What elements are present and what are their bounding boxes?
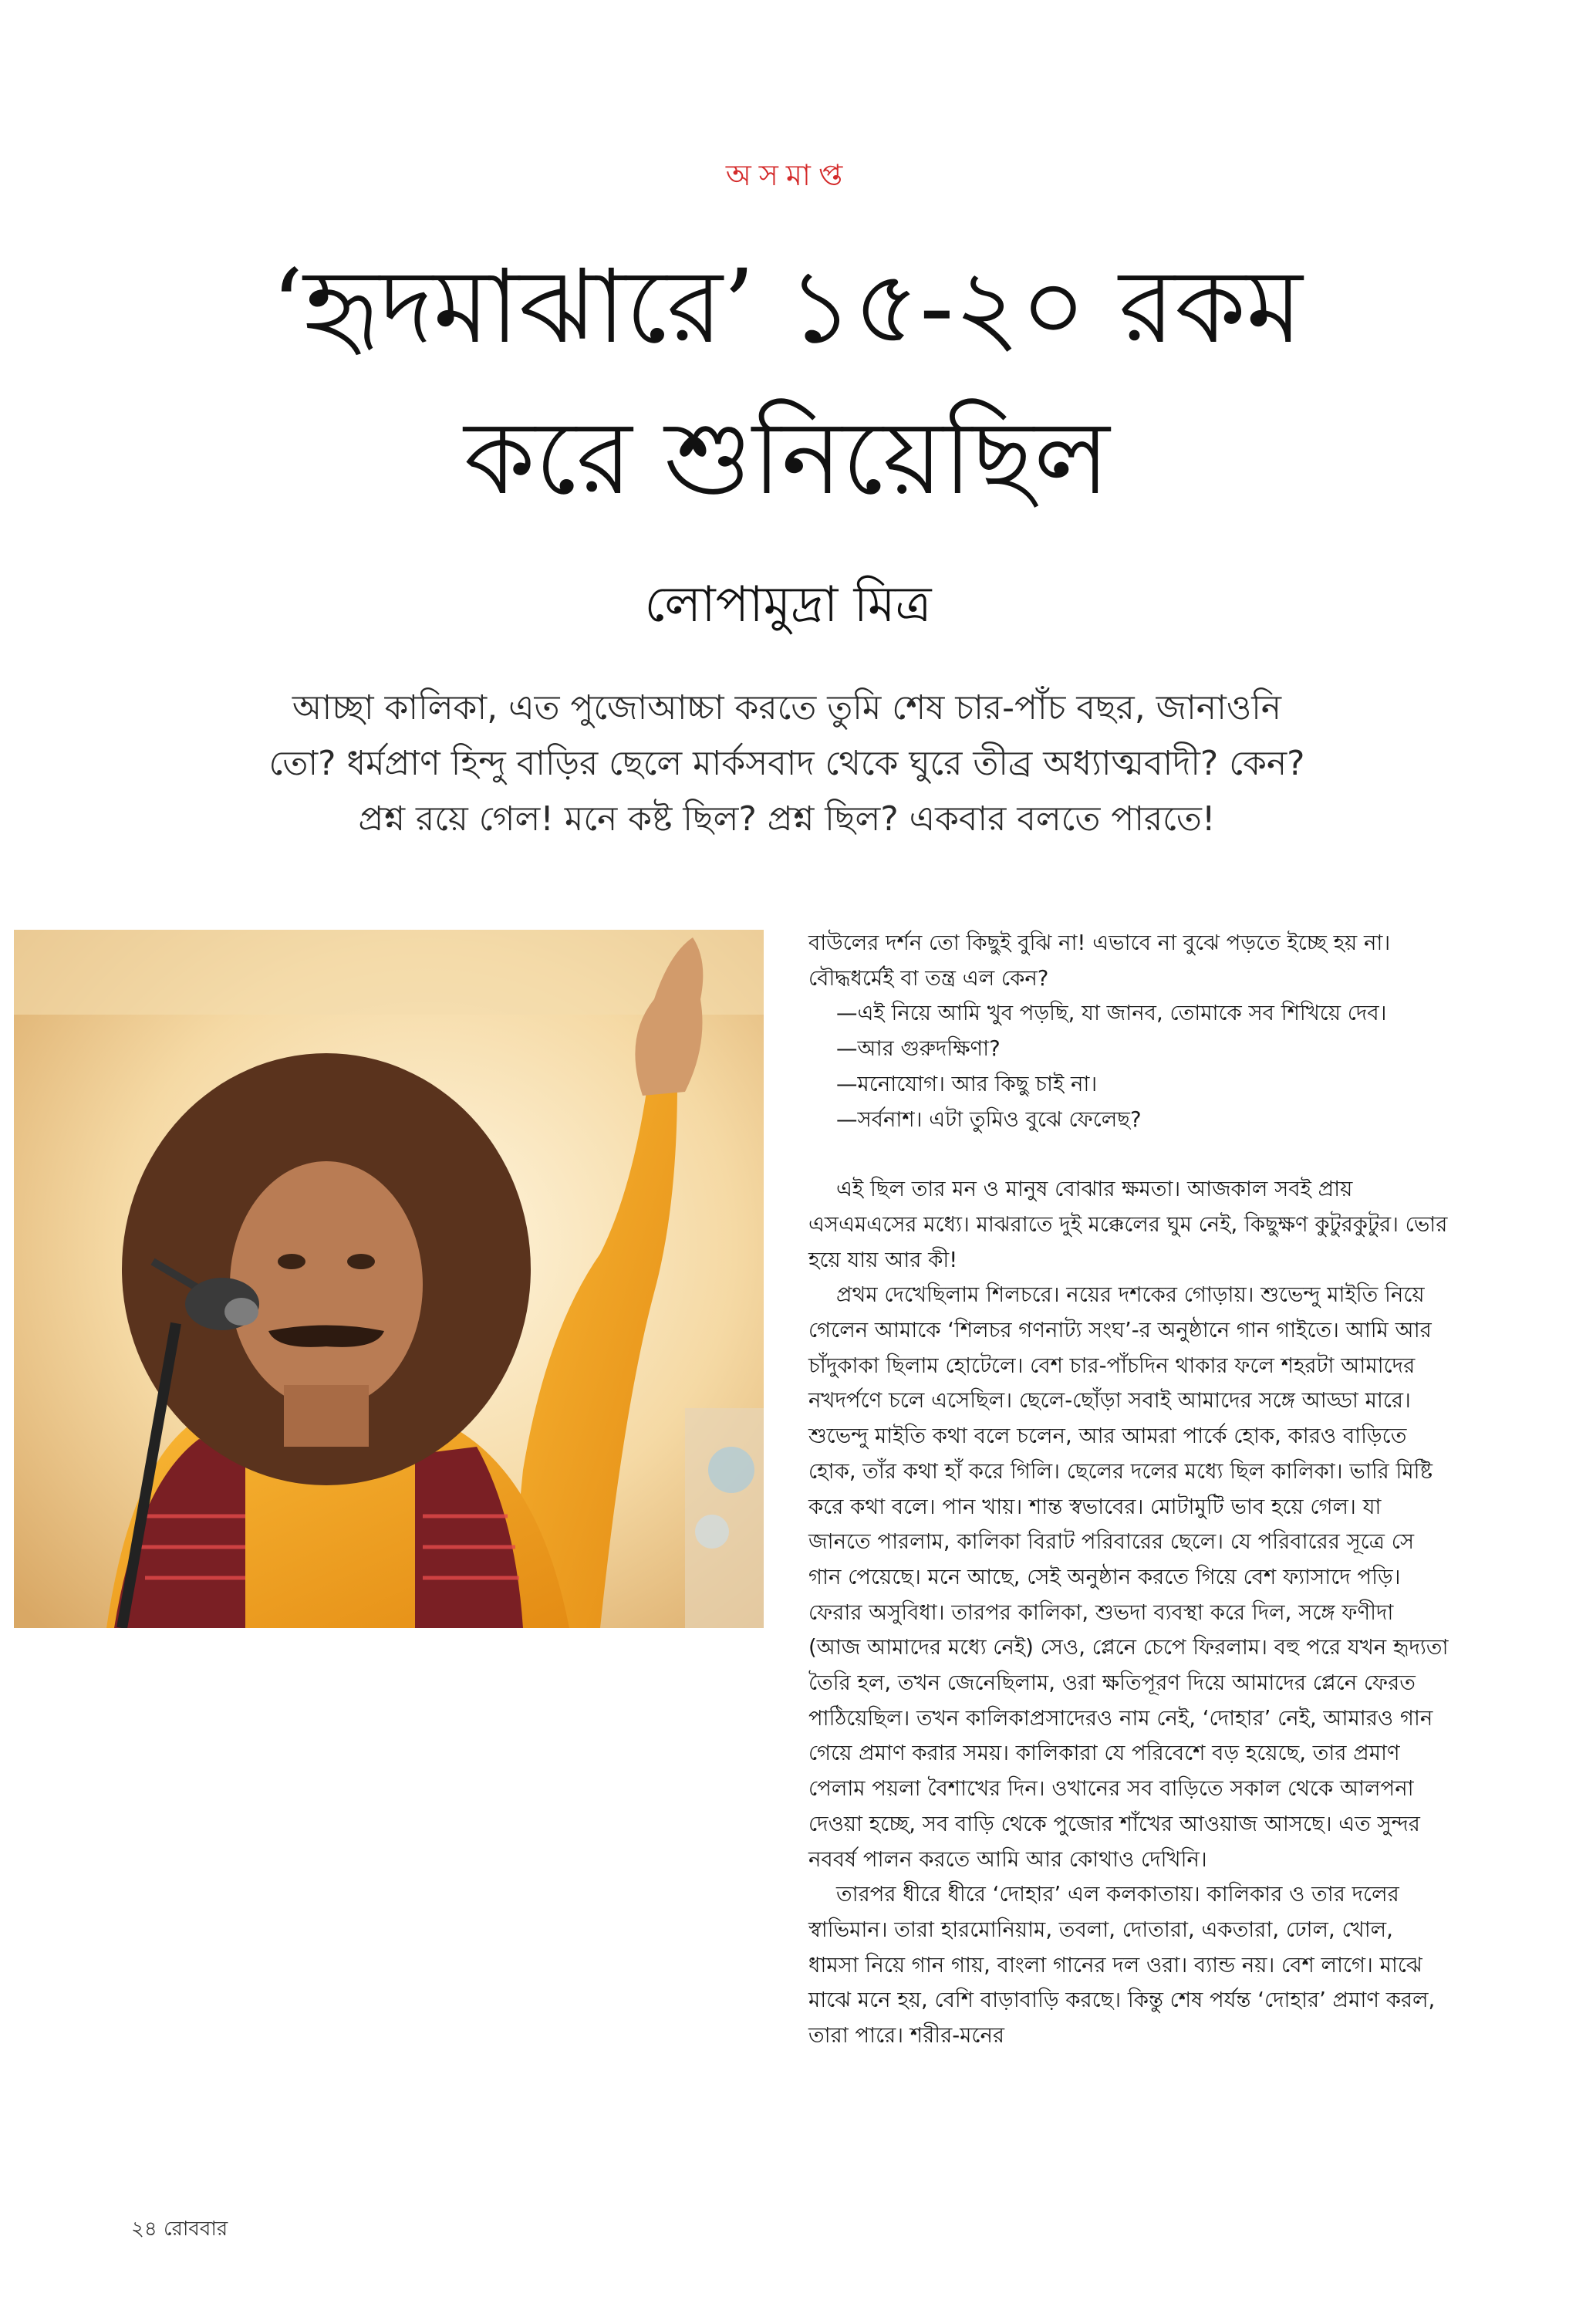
article-headline	[93, 231, 1481, 534]
headline-line-2: করে শুনিয়েছিল	[464, 399, 1110, 518]
singer-photo	[14, 930, 764, 1628]
paragraph-spacer	[808, 1137, 1449, 1172]
body-paragraph: এই ছিল তার মন ও মানুষ বোঝার ক্ষমতা। আজকাল সবই প্রায় এসএমএসের মধ্যে। মাঝরাতে দুই মক্কেলের ঘুম নেই, কিছুক্ষণ কুটুরকুটুর। ভোর হয়ে যায় আর কী!	[808, 1177, 1448, 1272]
article-body	[808, 926, 1449, 2054]
body-paragraph: বাউলের দর্শন তো কিছুই বুঝি না! এভাবে না বুঝে পড়তে ইচ্ছে হয় না। বৌদ্ধধর্মেই বা তন্ত্র এল কেন?	[808, 931, 1391, 991]
intro-line: তো? ধর্মপ্রাণ হিন্দু বাড়ির ছেলে মার্কসবাদ থেকে ঘুরে তীব্র অধ্যাত্মবাদী? কেন?	[268, 744, 1305, 783]
body-paragraph: তারপর ধীরে ধীরে ‘দোহার’ এল কলকাতায়। কালিকার ও তার দলের স্বাভিমান। তারা হারমোনিয়াম, তবলা, দোতারা, একতারা, ঢোল, খোল, ধামসা নিয়ে গান গায়, বাংলা গানের দল ওরা। ব্যান্ড নয়। বেশ লাগে। মাঝে মাঝে মনে হয়, বেশি বাড়াবাড়ি করছে। কিন্তু শেষ পর্যন্ত ‘দোহার’ প্রমাণ করল, তারা পারে। শরীর-মনের	[808, 1882, 1436, 2049]
body-paragraph: —মনোযোগ। আর কিছু চাই না।	[836, 1071, 1098, 1096]
author-byline: লোপামুদ্রা মিত্র	[644, 576, 932, 633]
section-kicker: অসমাপ্ত	[725, 158, 851, 192]
body-paragraph: —এই নিয়ে আমি খুব পড়ছি, যা জানব, তোমাকে সব শিখিয়ে দেব।	[836, 1001, 1387, 1026]
body-paragraph: —আর গুরুদক্ষিণা?	[836, 1036, 1001, 1062]
body-paragraph: প্রথম দেখেছিলাম শিলচরে। নয়ের দশকের গোড়ায়। শুভেন্দু মাইতি নিয়ে গেলেন আমাকে ‘শিলচর গণনাট্য সংঘ’-র অনুষ্ঠানে গান গাইতে। আমি আর চাঁদুকাকা ছিলাম হোটেলে। বেশ চার-পাঁচদিন থাকার ফলে শহরটা আমাদের নখদর্পণে চলে এসেছিল। ছেলে-ছোঁড়া সবাই আমাদের সঙ্গে আড্ডা মারে। শুভেন্দু মাইতি কথা বলে চলেন, আর আমরা পার্কে হোক, কারও বাড়িতে হোক, তাঁর কথা হাঁ করে গিলি। ছেলের দলের মধ্যে ছিল কালিকা। ভারি মিষ্টি করে কথা বলে। পান খায়। শান্ত স্বভাবের। মোটামুটি ভাব হয়ে গেল। যা জানতে পারলাম, কালিকা বিরাট পরিবারের ছেলে। যে পরিবারের সূত্রে সে গান পেয়েছে। মনে আছে, সেই অনুষ্ঠান করতে গিয়ে বেশ ফ্যাসাদে পড়ি। ফেরার অসুবিধা। তারপর কালিকা, শুভদা ব্যবস্থা করে দিল, সঙ্গে ফণীদা (আজ আমাদের মধ্যে নেই) সেও, প্লেনে চেপে ফিরলাম। বহু পরে যখন হৃদ্যতা তৈরি হল, তখন জেনেছিলাম, ওরা ক্ষতিপূরণ দিয়ে আমাদের প্লেনে ফেরত পাঠিয়েছিল। তখন কালিকাপ্রসাদেরও নাম নেই, ‘দোহার’ নেই, আমারও গান গেয়ে প্রমাণ করার সময়। কালিকারা যে পরিবেশে বড় হয়েছে, তার প্রমাণ পেলাম পয়লা বৈশাখের দিন। ওখানের সব বাড়িতে সকাল থেকে আলপনা দেওয়া হচ্ছে, সব বাড়ি থেকে পুজোর শাঁখের আওয়াজ আসছে। এত সুন্দর নববর্ষ পালন করতে আমি আর কোথাও দেখিনি।	[808, 1282, 1449, 1872]
body-paragraph: —সর্বনাশ। এটা তুমিও বুঝে ফেলেছ?	[836, 1106, 1142, 1132]
intro-line: আচ্ছা কালিকা, এত পুজোআচ্চা করতে তুমি শেষ চার-পাঁচ বছর, জানাওনি	[292, 688, 1282, 728]
headline-line-1: ‘হৃদমাঝারে’ ১৫-২০ রকম	[271, 248, 1303, 367]
intro-line: প্রশ্ন রয়ে গেল! মনে কষ্ট ছিল? প্রশ্ন ছিল? একবার বলতে পারতে!	[358, 799, 1216, 839]
page-folio: ২৪ রোববার	[131, 2218, 228, 2241]
intro-standfirst	[131, 681, 1443, 847]
